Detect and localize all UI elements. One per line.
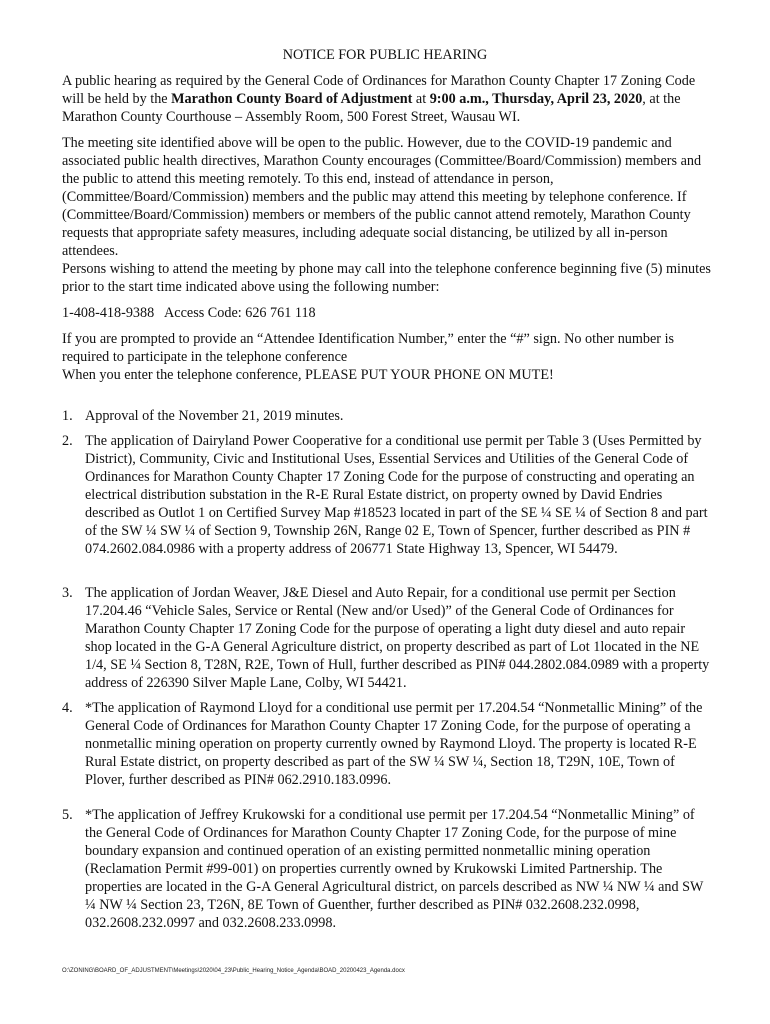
agenda-item-number: 2. [62,433,73,449]
attendee-notes [62,330,714,384]
agenda-item-text: The application of Dairyland Power Cooperative for a conditional use permit per Table 3 (Uses Permitted by District), Community, Civic and Institutional Uses, Essential Services and Utilities of the General Code of Ordinances for Marathon County Chapter 17 Zoning Code for the purpose of constructing and operating an electrical distribution substation in the R-E Rural Estate district, on property owned by David Endries described as Outlot 1 on Certified Survey Map #18523 located in part of the SE ¼ SE ¼ of Section 8 and part of the SW ¼ SW ¼ of Section 9, Township 26N, Range 02 E, Town of Spencer, further described as PIN # 074.2602.084.0986 with a property address of 206771 State Highway 13, Spencer, WI 54479. [85,433,708,557]
page-title: NOTICE FOR PUBLIC HEARING [282,47,488,63]
agenda-item [62,806,714,932]
agenda-item [62,432,714,558]
intro-text [62,72,714,126]
agenda-item-text: Approval of the November 21, 2019 minutes. [85,408,344,424]
agenda-item-text: *The application of Jeffrey Krukowski for a conditional use permit per 17.204.54 “Nonmetallic Mining” of the General Code of Ordinances for Marathon County Chapter 17 Zoning Code, for the purpose of mine boundary expansion and continued operation of an existing permitted nonmetallic mining operation (Reclamation Permit #99-001) on properties currently owned by Krukowski Limited Partnership. The properties are located in the G-A General Agricultural district, on parcels described as NW ¼ NW ¼ and SW ¼ NW ¼ Section 23, T26N, 8E Town of Guenther, further described as PIN# 032.2608.232.0998, 032.2608.232.0997 and 032.2608.233.0998. [85,807,704,931]
intro-text-location: , at the Marathon County Courthouse – Assembly Room, 500 Forest Street, Wausau WI. [62,91,681,125]
agenda-item-number: 1. [62,408,73,424]
intro-text-at: at [412,91,430,107]
agenda-item-number: 5. [62,807,73,823]
intro-text-start: A public hearing as required by the General Code of Ordinances for Marathon County Chapter 17 Zoning Code will be held by the [62,73,696,107]
phone-instructions: Persons wishing to attend the meeting by phone may call into the telephone conference beginning five (5) minutes prior to the start time indicated above using the following number: [62,261,711,295]
agenda-item [62,407,714,425]
covid-notice-block [62,134,714,296]
attendee-id-note: If you are prompted to provide an “Attendee Identification Number,” enter the “#” sign. No other number is required to participate in the telephone conference [62,331,675,365]
covid-notice: The meeting site identified above will be open to the public. However, due to the COVID-19 pandemic and associated public health directives, Marathon County encourages (Committee/Board/Commission) members and the public to attend this meeting remotely. To this end, instead of attendance in person, (Committee/Board/Commission) members and the public may attend this meeting by telephone conference. If (Committee/Board/Commission) members or members of the public cannot attend remotely, Marathon County requests that appropriate safety measures, including adequate social distancing, be utilized by all in-person attendees. [62,135,702,259]
agenda-item-text: *The application of Raymond Lloyd for a conditional use permit per 17.204.54 “Nonmetallic Mining” of the General Code of Ordinances for Marathon County Chapter 17 Zoning Code, for the purpose of operating a nonmetallic mining operation on property currently owned by Raymond Lloyd. The property is located R-E Rural Estate district, on property described as part of the SW ¼ SW ¼, Section 18, T29N, 10E, Town of Plover, further described as PIN# 062.2910.183.0996. [85,700,703,788]
agenda-item-number: 3. [62,585,73,601]
phone-line [62,304,714,322]
agenda-item-text: The application of Jordan Weaver, J&E Diesel and Auto Repair, for a conditional use permit per Section 17.204.46 “Vehicle Sales, Service or Rental (New and/or Used)” of the General Code of Ordinances for Marathon County Chapter 17 Zoning Code for the purpose of operating a light duty diesel and auto repair shop located in the G-A General Agriculture district, on property described as part of Lot 1located in the NE 1/4, SE ¼ Section 8, T28N, R2E, Town of Hull, further described as PIN# 044.2802.084.0989 with a property address of 226390 Silver Maple Lane, Colby, WI 54421. [85,585,710,691]
agenda-item [62,584,714,692]
file-path-footer: O:\ZONING\BOARD_OF_ADJUSTMENT\Meetings\2020\04_23\Public_Hearing_Notice_Agenda\BOAD_20200423_Agenda.docx [62,968,405,974]
board-name: Marathon County Board of Adjustment [171,91,413,107]
agenda-item [62,699,714,789]
hearing-datetime: 9:00 a.m., Thursday, April 23, 2020 [429,91,643,107]
intro-paragraph [62,72,714,126]
phone-number: 1-408-418-9388 Access Code: 626 761 118 [62,305,316,321]
mute-note: When you enter the telephone conference, PLEASE PUT YOUR PHONE ON MUTE! [62,367,554,383]
agenda-item-number: 4. [62,700,73,716]
